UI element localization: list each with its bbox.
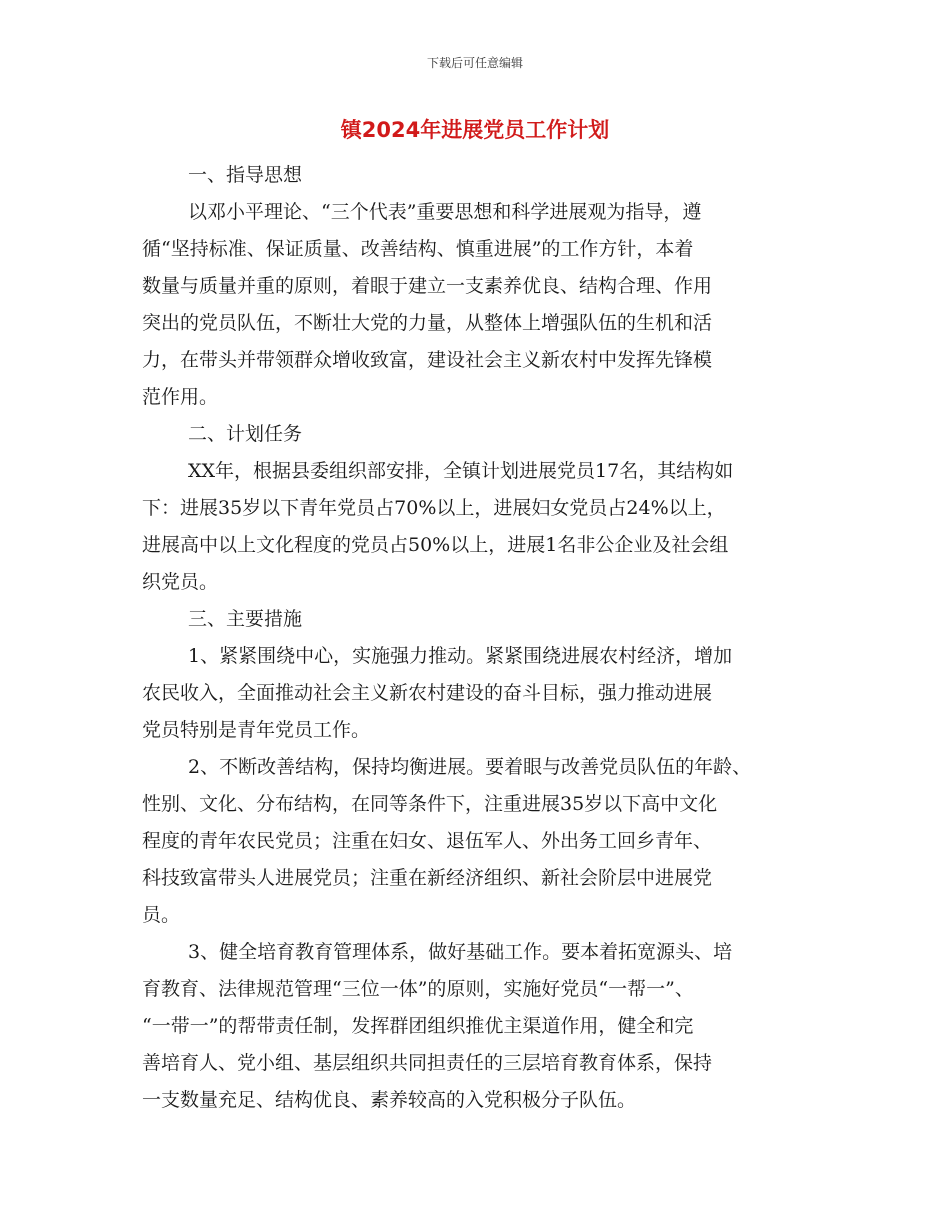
section-heading: 三、主要措施 (188, 608, 303, 630)
paragraph-line: XX年，根据县委组织部安排，全镇计划进展党员17名，其结构如 (188, 460, 734, 482)
paragraph-line: 数量与质量并重的原则，着眼于建立一支素养优良、结构合理、作用 (142, 275, 713, 297)
paragraph (142, 934, 814, 1119)
paragraph-line: 2、不断改善结构，保持均衡进展。要着眼与改善党员队伍的年龄、 (188, 756, 752, 778)
paragraph-line: 性别、文化、分布结构，在同等条件下，注重进展35岁以下高中文化 (142, 793, 718, 815)
paragraph-line: 科技致富带头人进展党员；注重在新经济组织、新社会阶层中进展党 (142, 867, 713, 889)
paragraph-line: 善培育人、党小组、基层组织共同担责任的三层培育教育体系，保持 (142, 1052, 713, 1074)
header-note: 下载后可任意编辑 (426, 56, 523, 70)
paragraph-line: “一带一”的帮带责任制，发挥群团组织推优主渠道作用，健全和完 (142, 1015, 694, 1037)
paragraph (142, 749, 814, 934)
paragraph-line: 下：进展35岁以下青年党员占70%以上，进展妇女党员占24%以上， (142, 497, 726, 519)
section-heading: 二、计划任务 (188, 423, 303, 445)
paragraph-line: 1、紧紧围绕中心，实施强力推动。紧紧围绕进展农村经济，增加 (188, 645, 733, 667)
paragraph-line: 力，在带头并带领群众增收致富，建设社会主义新农村中发挥先锋模 (142, 349, 713, 371)
document-body (142, 157, 814, 1119)
paragraph-line: 农民收入，全面推动社会主义新农村建设的奋斗目标，强力推动进展 (142, 682, 713, 704)
paragraph (142, 638, 814, 749)
section-heading: 一、指导思想 (188, 164, 303, 186)
paragraph-line: 循“坚持标准、保证质量、改善结构、慎重进展”的工作方针，本着 (142, 238, 694, 260)
paragraph-line: 员。 (142, 904, 181, 926)
paragraph-line: 以邓小平理论、“三个代表”重要思想和科学进展观为指导，遵 (188, 201, 702, 223)
paragraph-line: 程度的青年农民党员；注重在妇女、退伍军人、外出务工回乡青年、 (142, 830, 713, 852)
paragraph-line: 进展高中以上文化程度的党员占50%以上，进展1名非公企业及社会组 (142, 534, 729, 556)
paragraph-line: 育教育、法律规范管理“三位一体”的原则，实施好党员“一帮一”、 (142, 978, 694, 1000)
paragraph-line: 党员特别是青年党员工作。 (142, 719, 371, 741)
paragraph-line: 范作用。 (142, 386, 219, 408)
document-title: 镇2024年进展党员工作计划 (340, 118, 610, 142)
paragraph (142, 194, 814, 416)
paragraph-line: 3、健全培育教育管理体系，做好基础工作。要本着拓宽源头、培 (188, 941, 733, 963)
paragraph-line: 一支数量充足、结构优良、素养较高的入党积极分子队伍。 (142, 1089, 637, 1111)
paragraph-line: 突出的党员队伍，不断壮大党的力量，从整体上增强队伍的生机和活 (142, 312, 713, 334)
paragraph (142, 453, 814, 601)
paragraph-line: 织党员。 (142, 571, 219, 593)
